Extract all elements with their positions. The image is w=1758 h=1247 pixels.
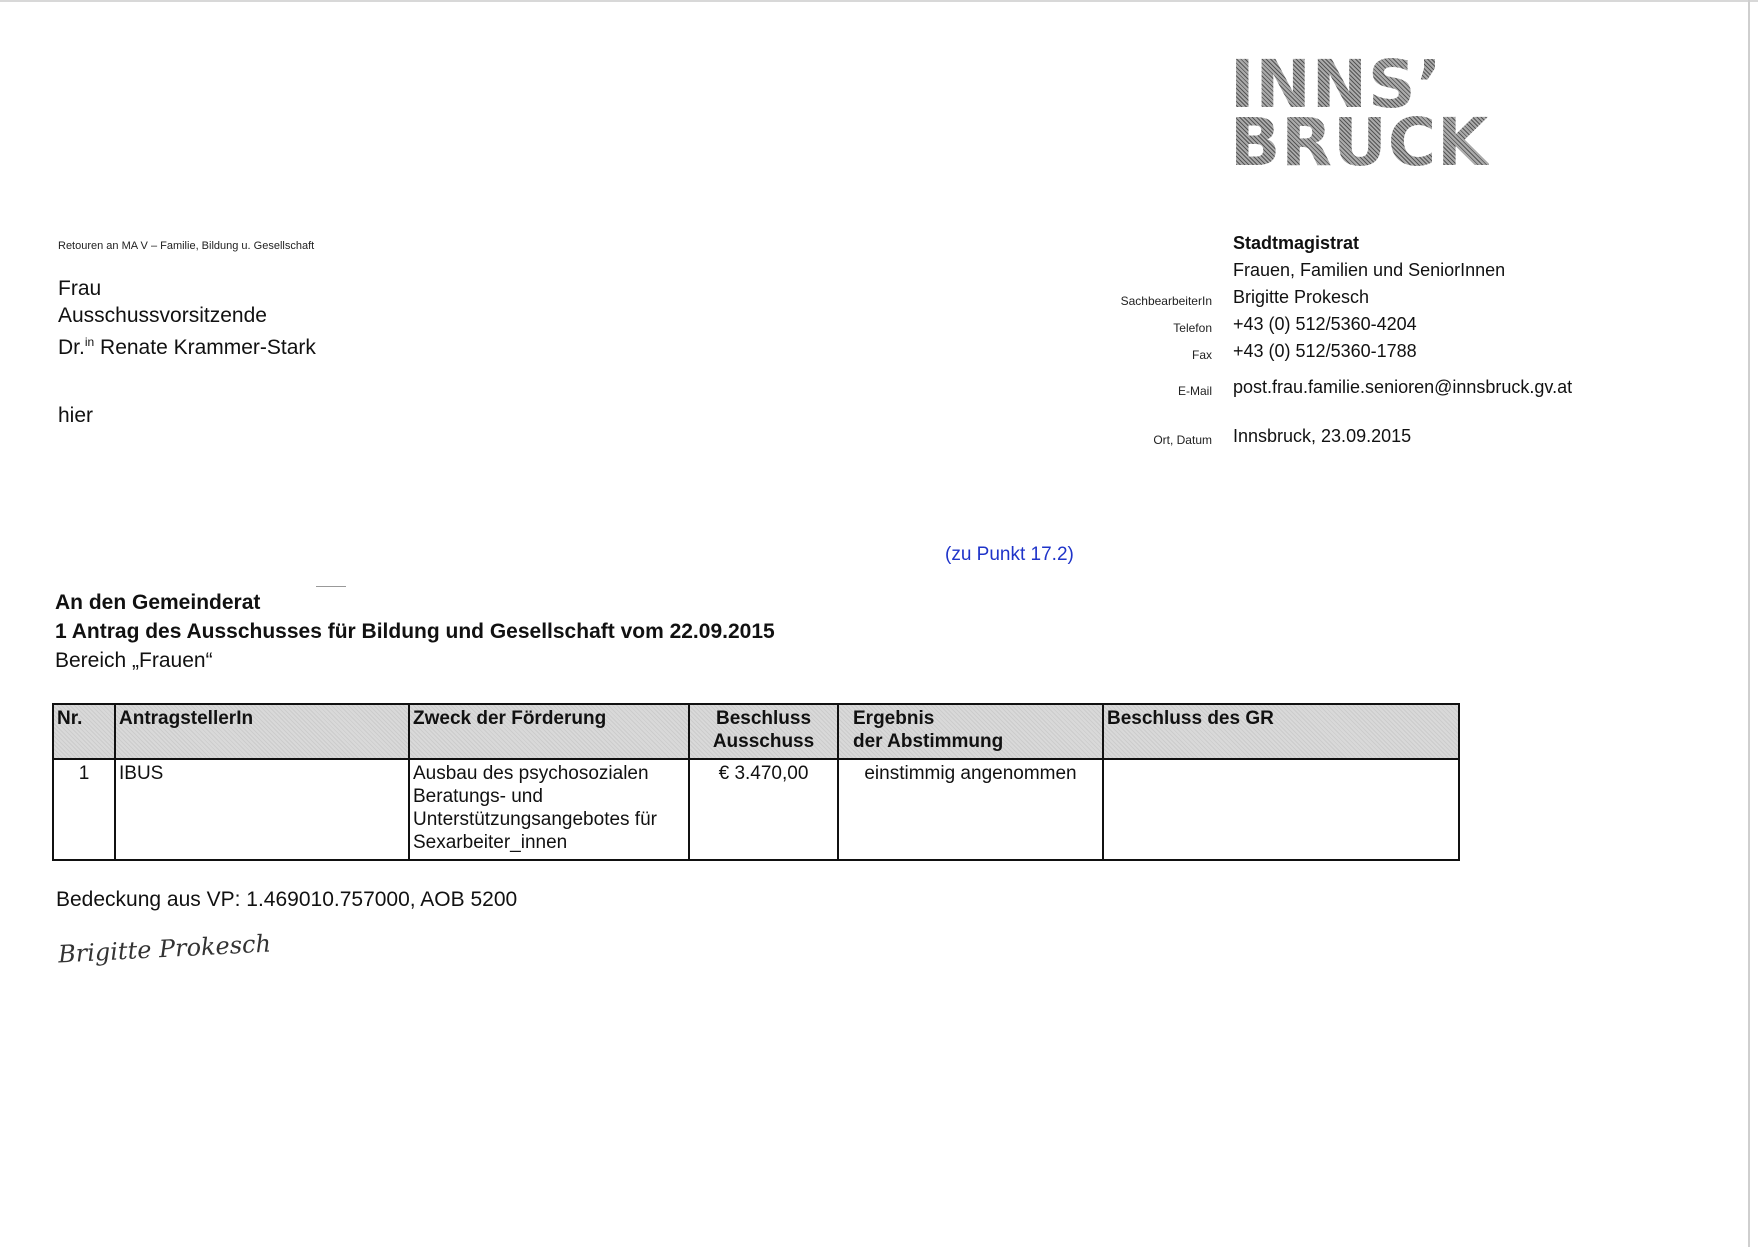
label-telefon: Telefon bbox=[1173, 321, 1212, 335]
label-ort-datum: Ort, Datum bbox=[1153, 433, 1212, 447]
scan-edge-right bbox=[1748, 0, 1750, 1247]
header-applicant: AntragstellerIn bbox=[115, 704, 409, 759]
cell-purpose-line-3: Unterstützungsangebotes für bbox=[413, 809, 657, 830]
recipient-location: hier bbox=[58, 404, 94, 427]
recipient-name-line bbox=[58, 329, 316, 361]
cell-purpose-line-4: Sexarbeiter_innen bbox=[413, 832, 568, 853]
value-sachbearbeiterin: Brigitte Prokesch bbox=[1233, 287, 1370, 307]
header-result-line-2: der Abstimmung bbox=[853, 731, 1004, 752]
table-row bbox=[53, 759, 1459, 860]
table-header-row bbox=[53, 704, 1459, 759]
innsbruck-logo bbox=[1230, 46, 1490, 181]
cell-result: einstimmig angenommen bbox=[838, 759, 1103, 860]
value-telefon: +43 (0) 512/5360-4204 bbox=[1233, 314, 1417, 334]
sender-department: Frauen, Familien und SeniorInnen bbox=[1233, 260, 1506, 280]
heading-area: Bereich „Frauen“ bbox=[55, 649, 213, 672]
header-result bbox=[838, 704, 1103, 759]
value-ort-datum: Innsbruck, 23.09.2015 bbox=[1233, 426, 1412, 446]
scan-mark bbox=[316, 586, 346, 587]
cell-amount: € 3.470,00 bbox=[689, 759, 838, 860]
cell-nr: 1 bbox=[53, 759, 115, 860]
logo-line-1: INNS’ bbox=[1230, 46, 1443, 123]
value-email: post.frau.familie.senioren@innsbruck.gv.at bbox=[1233, 377, 1573, 397]
label-email: E-Mail bbox=[1177, 384, 1212, 398]
cell-decision-gr bbox=[1103, 759, 1459, 860]
return-address: Retouren an MA V – Familie, Bildung u. Gesellschaft bbox=[58, 240, 315, 252]
header-result-line-1: Ergebnis bbox=[853, 708, 935, 729]
sender-office: Stadtmagistrat bbox=[1233, 233, 1360, 253]
recipient-role: Ausschussvorsitzende bbox=[58, 304, 267, 327]
cell-purpose-line-2: Beratungs- und bbox=[413, 786, 543, 807]
logo-line-2: BRUCK bbox=[1230, 104, 1490, 181]
header-decision-gr: Beschluss des GR bbox=[1103, 704, 1459, 759]
handwritten-signature: Brigitte Prokesch bbox=[57, 929, 272, 969]
header-decision-committee-line-2: Ausschuss bbox=[712, 731, 815, 752]
cell-applicant: IBUS bbox=[115, 759, 409, 860]
label-fax: Fax bbox=[1191, 348, 1212, 362]
header-nr: Nr. bbox=[53, 704, 115, 759]
budget-coverage: Bedeckung aus VP: 1.469010.757000, AOB 5200 bbox=[56, 888, 518, 911]
scan-edge-top bbox=[0, 0, 1758, 2]
cell-purpose bbox=[409, 759, 689, 860]
heading-motion: 1 Antrag des Ausschusses für Bildung und Gesellschaft vom 22.09.2015 bbox=[55, 620, 775, 643]
label-sachbearbeiterin: SachbearbeiterIn bbox=[1120, 294, 1212, 308]
cell-purpose-line-1: Ausbau des psychosozialen bbox=[413, 763, 649, 784]
recipient-salutation: Frau bbox=[58, 277, 102, 300]
agenda-reference: (zu Punkt 17.2) bbox=[945, 544, 1074, 565]
recipient-title: Dr. bbox=[58, 336, 85, 359]
header-purpose: Zweck der Förderung bbox=[409, 704, 689, 759]
recipient-name: Renate Krammer-Stark bbox=[100, 336, 316, 359]
heading-addressee: An den Gemeinderat bbox=[55, 591, 261, 614]
header-decision-committee-line-1: Beschluss bbox=[715, 708, 812, 729]
grants-table bbox=[52, 703, 1460, 861]
header-decision-committee bbox=[689, 704, 838, 759]
value-fax: +43 (0) 512/5360-1788 bbox=[1233, 341, 1417, 361]
recipient-title-suffix: in bbox=[84, 335, 95, 349]
